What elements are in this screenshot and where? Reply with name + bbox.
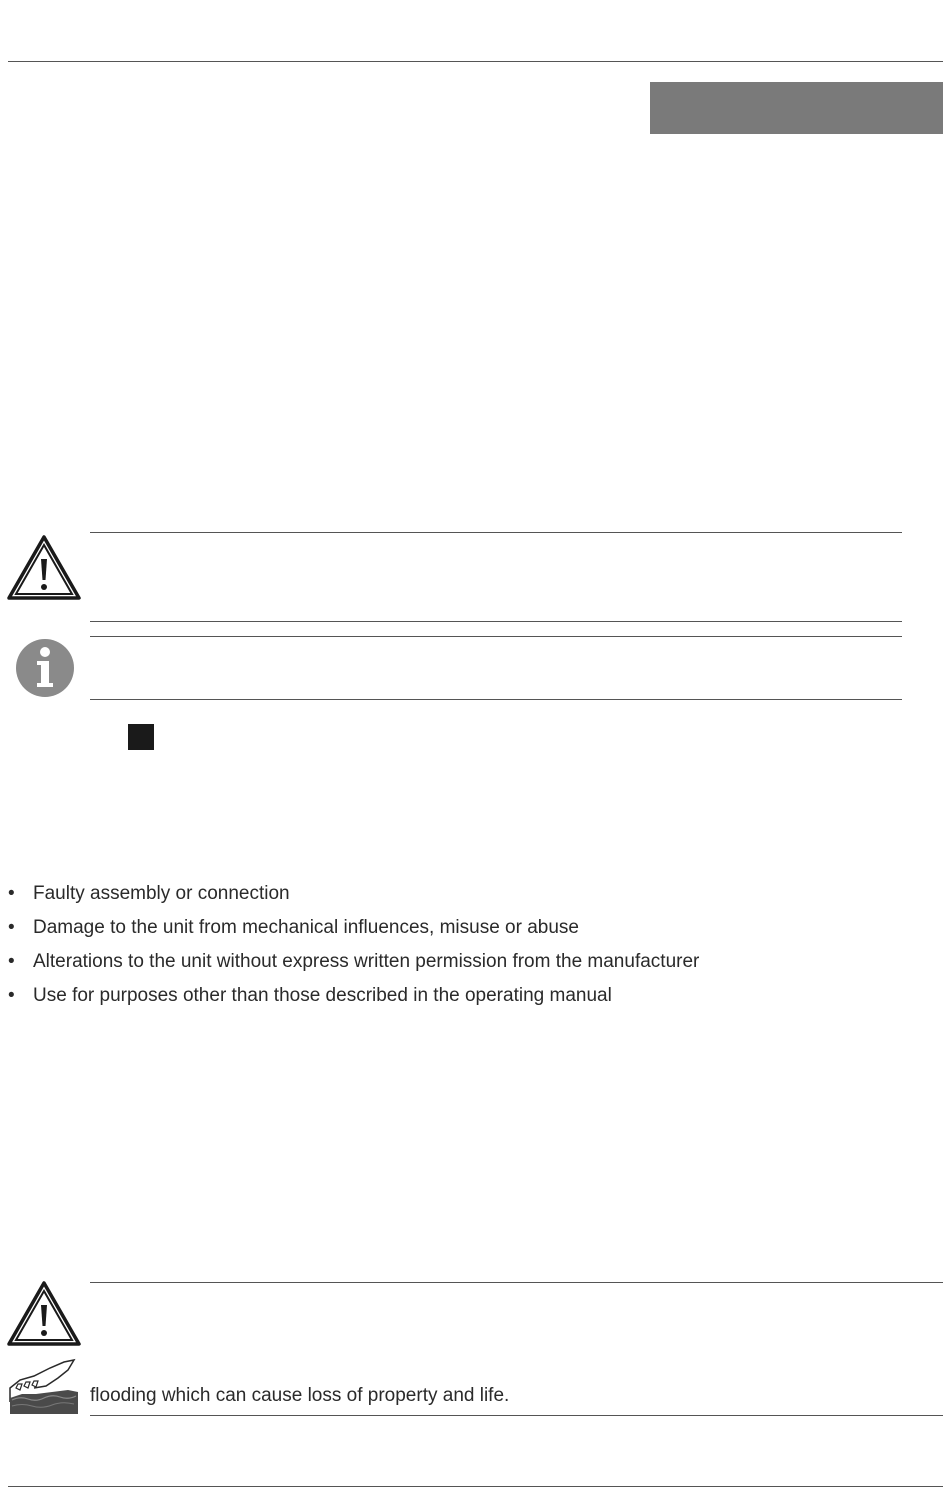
top-rule [8,61,943,62]
flood-warning-top-rule [90,1282,943,1283]
list-item-text: Faulty assembly or connection [33,883,290,904]
list-item [8,877,699,911]
bullet-dot: • [8,917,15,938]
flood-warning-bottom-rule [90,1415,943,1416]
bottom-rule [8,1486,943,1487]
list-item-text: Damage to the unit from mechanical influences, misuse or abuse [33,917,579,938]
warning-top-rule [90,532,902,533]
section-square-marker [128,724,154,750]
list-item [8,911,699,945]
bullet-dot: • [8,985,15,1006]
warning-bottom-rule [90,621,902,622]
list-item-text: Alterations to the unit without express written permission from the manufacturer [33,951,700,972]
bullet-dot: • [8,951,15,972]
info-top-rule [90,636,902,637]
section-header-tab [650,82,943,134]
info-bottom-rule [90,699,902,700]
bullet-dot: • [8,883,15,904]
list-item [8,945,699,979]
info-circle-icon [14,637,76,699]
flood-warning-text: flooding which can cause loss of property and life. [90,1385,510,1406]
exclusion-list [8,877,699,1013]
list-item [8,979,699,1013]
list-item-text: Use for purposes other than those described in the operating manual [33,985,612,1006]
warning-triangle-icon [6,1280,82,1348]
flood-water-icon [8,1358,80,1414]
warning-triangle-icon [6,534,82,602]
